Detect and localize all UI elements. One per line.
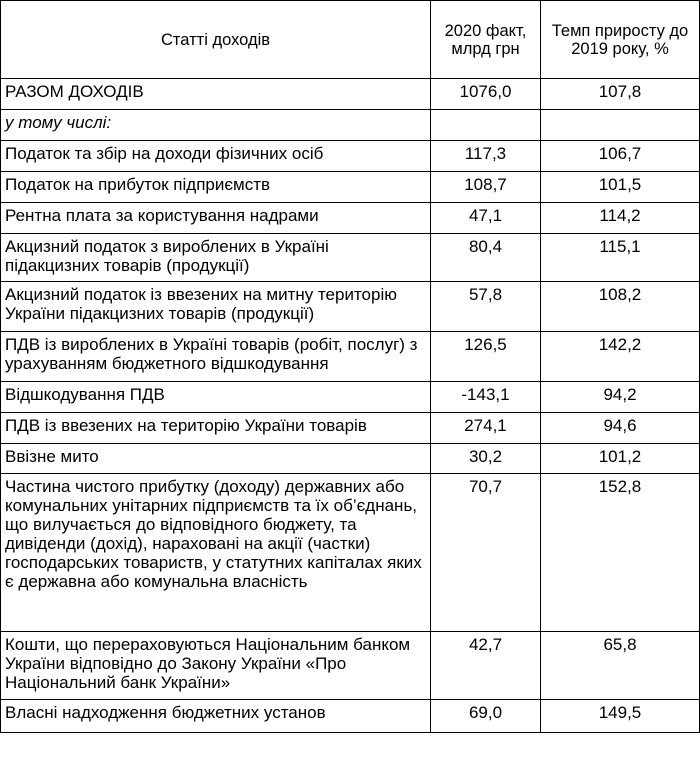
row-growth-value [541, 110, 700, 141]
row-growth-value: 101,2 [541, 444, 700, 474]
row-fact-value: 108,7 [431, 172, 541, 203]
row-growth-value: 94,6 [541, 413, 700, 444]
row-growth-value: 152,8 [541, 474, 700, 632]
row-growth-value: 106,7 [541, 141, 700, 172]
table-row [1, 413, 700, 444]
header-item: Статті доходів [1, 1, 431, 79]
row-item-label: Відшкодування ПДВ [1, 382, 431, 413]
row-fact-value: 47,1 [431, 203, 541, 234]
row-fact-value: 1076,0 [431, 79, 541, 110]
row-growth-value: 149,5 [541, 700, 700, 733]
row-fact-value: 117,3 [431, 141, 541, 172]
row-fact-value: -143,1 [431, 382, 541, 413]
row-growth-value: 142,2 [541, 332, 700, 382]
table-row [1, 700, 700, 733]
table-row [1, 444, 700, 474]
row-growth-value: 65,8 [541, 632, 700, 700]
table-row [1, 203, 700, 234]
row-growth-value: 107,8 [541, 79, 700, 110]
table-row [1, 282, 700, 332]
table-row [1, 632, 700, 700]
table-header-row [1, 1, 700, 79]
row-fact-value: 80,4 [431, 234, 541, 282]
row-growth-value: 101,5 [541, 172, 700, 203]
row-item-label: Податок на прибуток підприємств [1, 172, 431, 203]
row-growth-value: 115,1 [541, 234, 700, 282]
row-item-label: Власні надходження бюджетних установ [1, 700, 431, 733]
row-item-label: Податок та збір на доходи фізичних осіб [1, 141, 431, 172]
row-item-label: Акцизний податок з вироблених в Україні підакцизних товарів (продукції) [1, 234, 431, 282]
row-item-label: Акцизний податок із ввезених на митну територію України підакцизних товарів (продукції) [1, 282, 431, 332]
row-fact-value: 30,2 [431, 444, 541, 474]
row-growth-value: 108,2 [541, 282, 700, 332]
row-fact-value: 70,7 [431, 474, 541, 632]
row-growth-value: 114,2 [541, 203, 700, 234]
row-fact-value: 69,0 [431, 700, 541, 733]
row-item-label: у тому числі: [1, 110, 431, 141]
table-row [1, 79, 700, 110]
table-body [1, 79, 700, 733]
row-item-label: Частина чистого прибутку (доходу) державних або комунальних унітарних підприємств та їх об’єднань, що вилучається до відповідного бюджету, та дивіденди (дохід), нараховані на акції (частки) господарських товариств, у статутних капіталах яких є державна або комунальна власність [1, 474, 431, 632]
row-item-label: Ввізне мито [1, 444, 431, 474]
row-item-label: Кошти, що перераховуються Національним банком України відповідно до Закону України «Про Національний банк України» [1, 632, 431, 700]
table-row [1, 474, 700, 632]
row-fact-value: 274,1 [431, 413, 541, 444]
table-row [1, 234, 700, 282]
header-fact: 2020 факт, млрд грн [431, 1, 541, 79]
row-fact-value: 57,8 [431, 282, 541, 332]
row-item-label: Рентна плата за користування надрами [1, 203, 431, 234]
row-fact-value: 126,5 [431, 332, 541, 382]
row-item-label: РАЗОМ ДОХОДІВ [1, 79, 431, 110]
table-row [1, 110, 700, 141]
table-row [1, 332, 700, 382]
row-fact-value [431, 110, 541, 141]
row-growth-value: 94,2 [541, 382, 700, 413]
row-item-label: ПДВ із ввезених на територію України товарів [1, 413, 431, 444]
table-row [1, 172, 700, 203]
row-fact-value: 42,7 [431, 632, 541, 700]
header-growth: Темп приросту до 2019 року, % [541, 1, 700, 79]
table-row [1, 382, 700, 413]
row-item-label: ПДВ із вироблених в Україні товарів (робіт, послуг) з урахуванням бюджетного відшкодування [1, 332, 431, 382]
table-row [1, 141, 700, 172]
